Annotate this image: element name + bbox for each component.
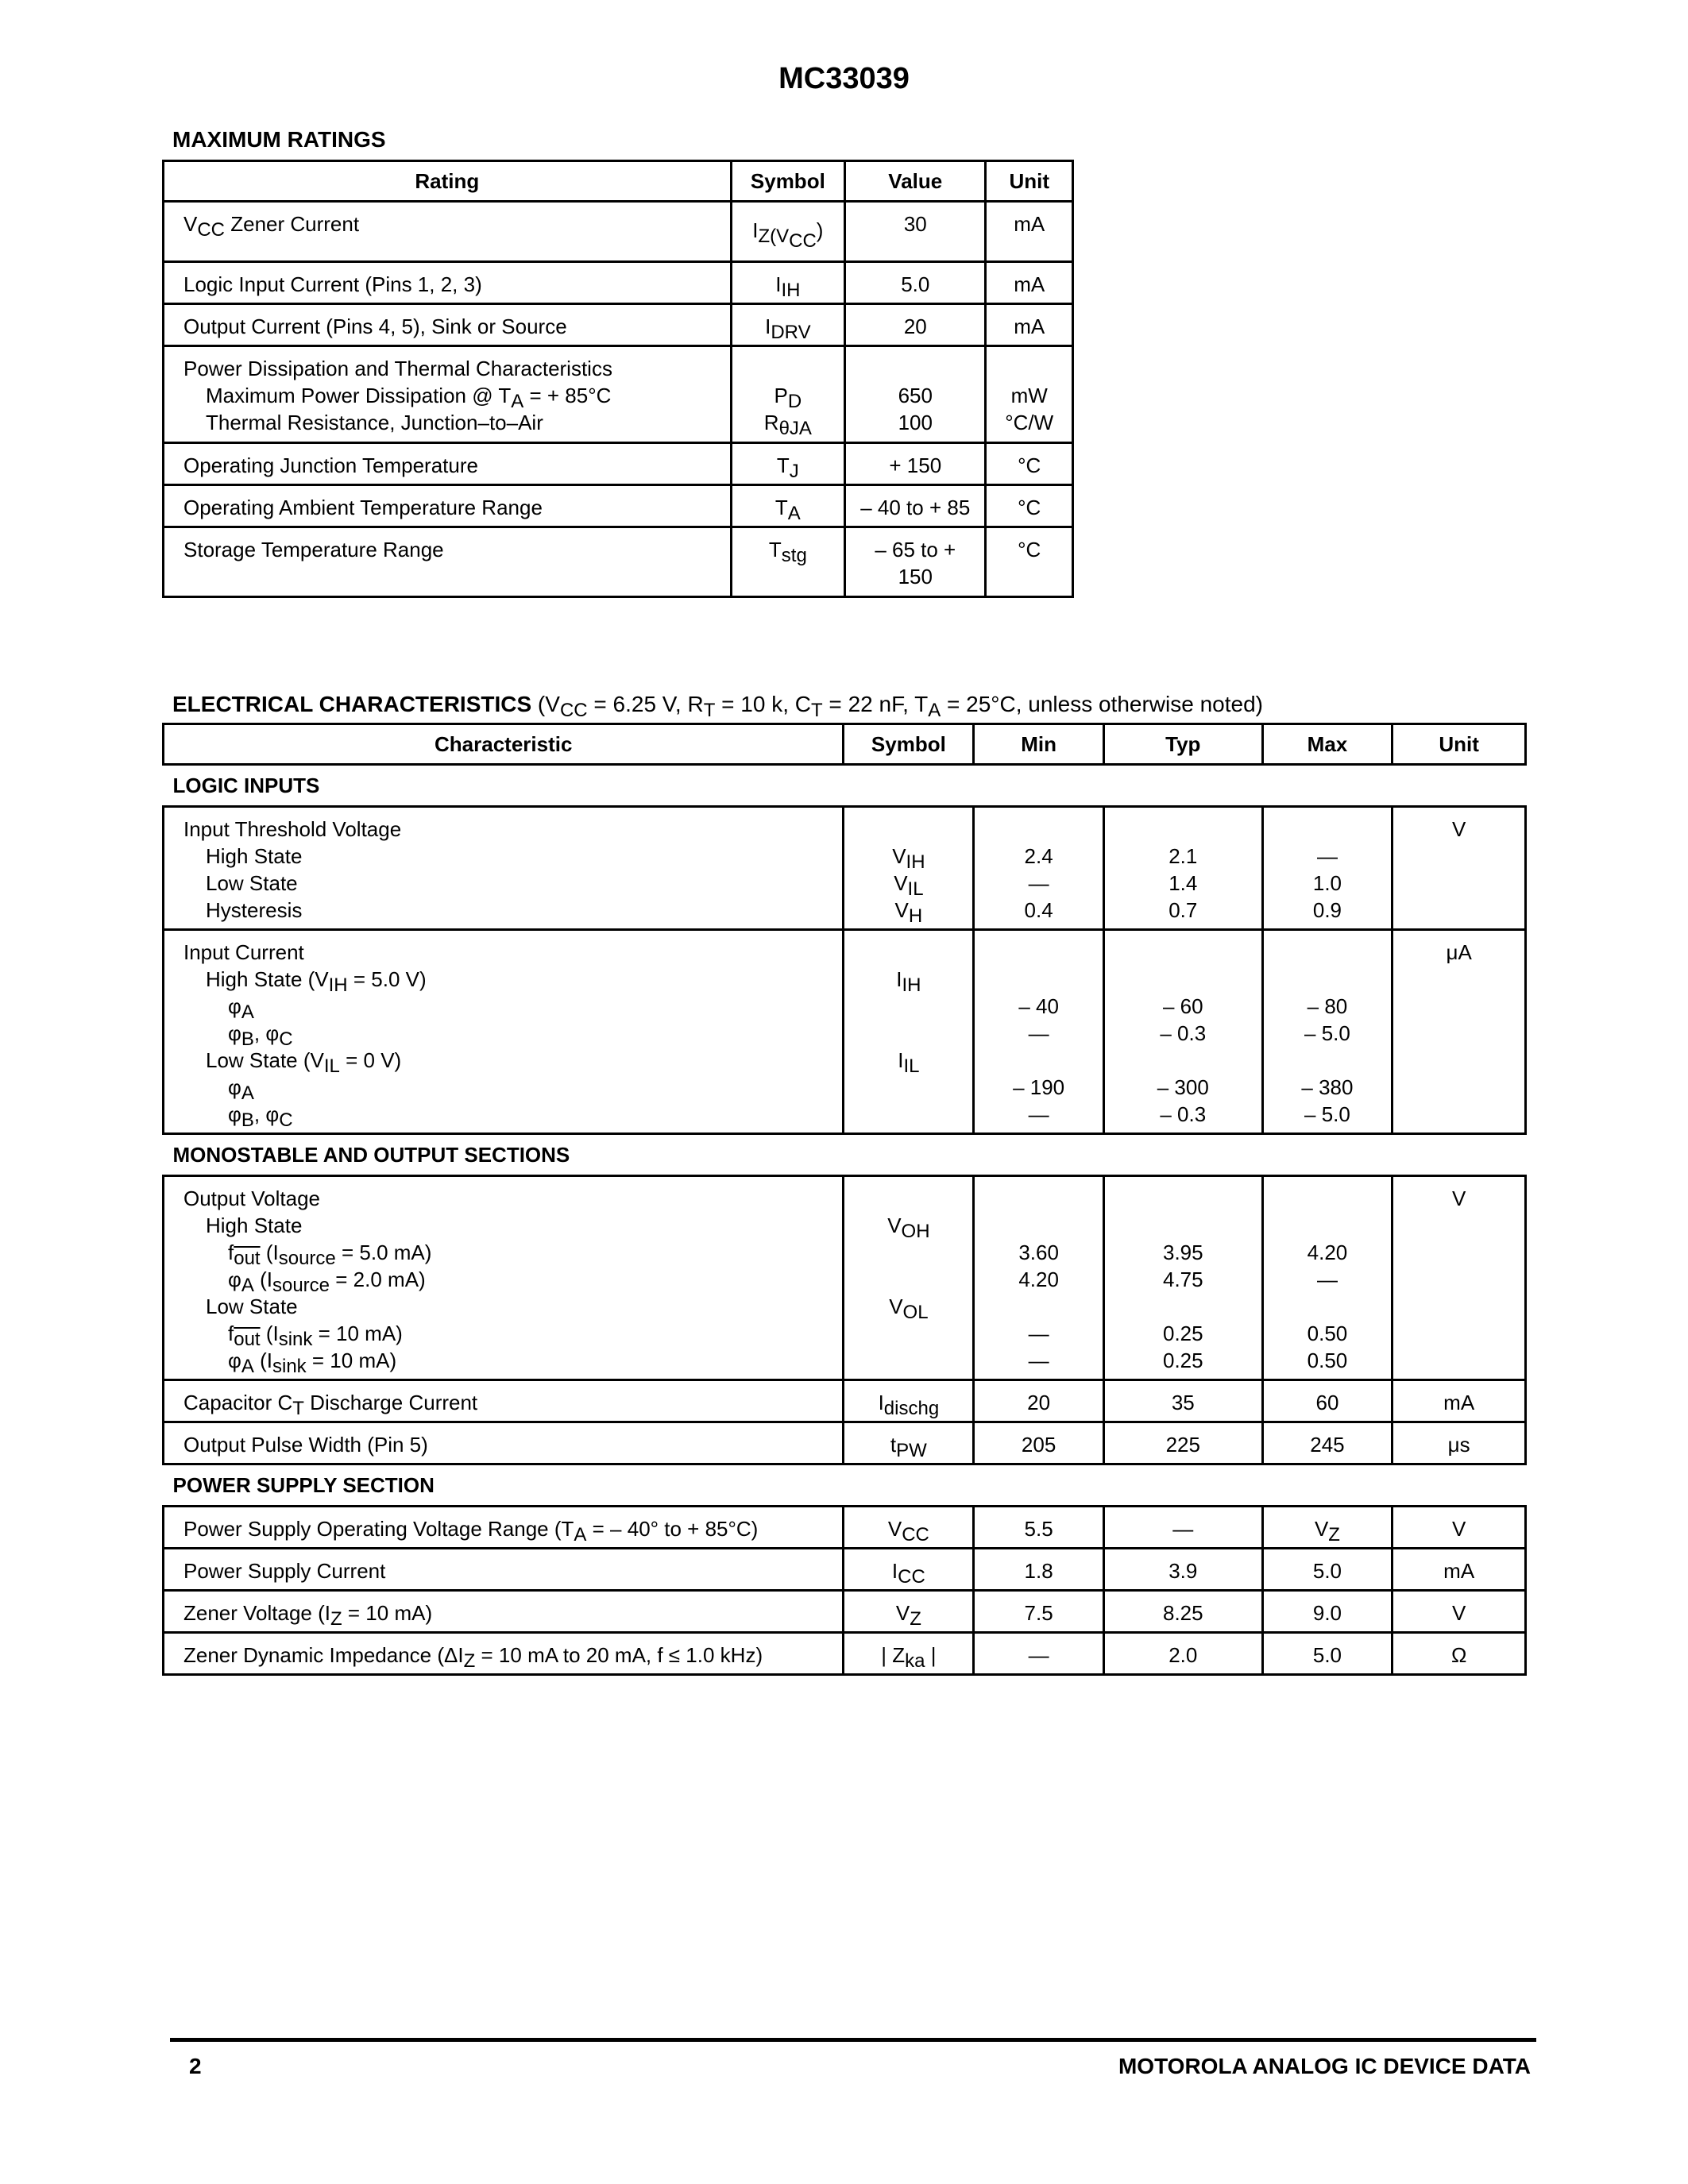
- table-row: Capacitor $C_T$ Discharge Current $I_{dischg}$ 20 35 60 mA: [164, 1380, 1526, 1422]
- table-row: Power Dissipation and Thermal Characteristics Maximum Power Dissipation @ $T_A$ = + 85°C Thermal Resistance, Junction–to–Air $P_D$ $R_{\theta JA}$ 650 100 mW °C/W: [164, 346, 1073, 443]
- max-ratings-table: [162, 160, 1074, 598]
- page-title: MC33039: [778, 62, 910, 95]
- table-row: $V_{CC}$ Zener Current $I_{Z(VCC}$) 30 mA: [164, 202, 1073, 262]
- table-row: Power Supply Current $I_{CC}$ 1.8 3.9 5.0 mA: [164, 1549, 1526, 1591]
- group-row: [164, 1134, 1526, 1176]
- header-symbol: Symbol: [844, 724, 974, 765]
- page-number: 2: [189, 2054, 202, 2078]
- max-ratings-heading: MAXIMUM RATINGS: [172, 127, 386, 152]
- test-conditions: ($V_{CC} = 6.25$ V, $R_T = 10$ k, $C_T = 22$ nF, $T_A = 25^\circ C$, unless otherwise noted): [531, 692, 1263, 721]
- group-row: [164, 765, 1526, 807]
- electrical-characteristics-table: [162, 723, 1527, 1676]
- table-row: Power Supply Operating Voltage Range ($T_A$ = – 40° to + 85°C) $V_{CC}$ 5.5 — $V_Z$ V: [164, 1507, 1526, 1549]
- table-row: Output Pulse Width (Pin 5) $t_{PW}$ 205 225 245 μs: [164, 1422, 1526, 1464]
- table-header-row: [164, 161, 1073, 202]
- group-logic-inputs: LOGIC INPUTS: [164, 765, 1526, 807]
- table-row: Logic Input Current (Pins 1, 2, 3) $I_{IH}$ 5.0 mA: [164, 262, 1073, 304]
- table-row: Storage Temperature Range $T_{stg}$ – 65 to + 150 °C: [164, 527, 1073, 597]
- header-symbol: Symbol: [731, 161, 845, 202]
- group-row: [164, 1464, 1526, 1507]
- table-row: Zener Voltage ($I_Z = 10$ mA) $V_Z$ 7.5 8.25 9.0 V: [164, 1591, 1526, 1633]
- header-characteristic: Characteristic: [164, 724, 844, 765]
- table-row: Output Voltage High State $f_{\overline{out}}$ ($I_{source} = 5.0$ mA) $\varphi_A$ ($I_{source} = 2.0$ mA) Low State $f_{\overline{out}}$ ($I_{sink} = 10$ mA) $\varphi_A$ ($I_{sink} = 10$ mA) $V_{OH}$ $V_{OL}$ 3.60 4.20 — — 3.95 4.75 0.25 0.25 4.20 — 0.50 0.50 V: [164, 1176, 1526, 1380]
- footer-divider: [170, 2038, 1536, 2042]
- table-row: Input Current High State ($V_{IH} = 5.0$ V) $\varphi_A$ $\varphi_B$, $\varphi_C$ Low State ($V_{IL} = 0$ V) $\varphi_A$ $\varphi_B$, $\varphi_C$ $I_{IH}$ $I_{IL}$ – 40 — – 190 — – 60 – 0.3 – 300 – 0.3 – 80 – 5.0 – 380 – 5.0 μA: [164, 930, 1526, 1134]
- group-monostable-output: MONOSTABLE AND OUTPUT SECTIONS: [164, 1134, 1526, 1176]
- header-unit: Unit: [986, 161, 1073, 202]
- table-row: Zener Dynamic Impedance ($\Delta I_Z = 10$ mA to 20 mA, f ≤ 1.0 kHz) | $Z_{ka}$ | — 2.0 5.0 Ω: [164, 1633, 1526, 1675]
- table-row: Input Threshold Voltage High State Low State Hysteresis $V_{IH}$ $V_{IL}$ $V_H$ 2.4 — 0.4 2.1 1.4 0.7 — 1.0 0.9 V: [164, 807, 1526, 930]
- table-row: Operating Ambient Temperature Range $T_A$ – 40 to + 85 °C: [164, 485, 1073, 527]
- header-rating: Rating: [164, 161, 732, 202]
- table-row: Output Current (Pins 4, 5), Sink or Source $I_{DRV}$ 20 mA: [164, 304, 1073, 346]
- footer-publication: MOTOROLA ANALOG IC DEVICE DATA: [1118, 2054, 1531, 2078]
- header-min: Min: [974, 724, 1104, 765]
- header-value: Value: [845, 161, 986, 202]
- header-max: Max: [1262, 724, 1393, 765]
- table-row: Operating Junction Temperature $T_J$ + 150 °C: [164, 443, 1073, 485]
- header-unit: Unit: [1393, 724, 1526, 765]
- group-power-supply: POWER SUPPLY SECTION: [164, 1464, 1526, 1507]
- electrical-characteristics-heading: ELECTRICAL CHARACTERISTICS ($V_{CC} = 6.25$ V, $R_T = 10$ k, $C_T = 22$ nF, $T_A = 25^\circ C$, unless otherwise noted): [172, 692, 1263, 721]
- header-typ: Typ: [1103, 724, 1262, 765]
- table-header-row: [164, 724, 1526, 765]
